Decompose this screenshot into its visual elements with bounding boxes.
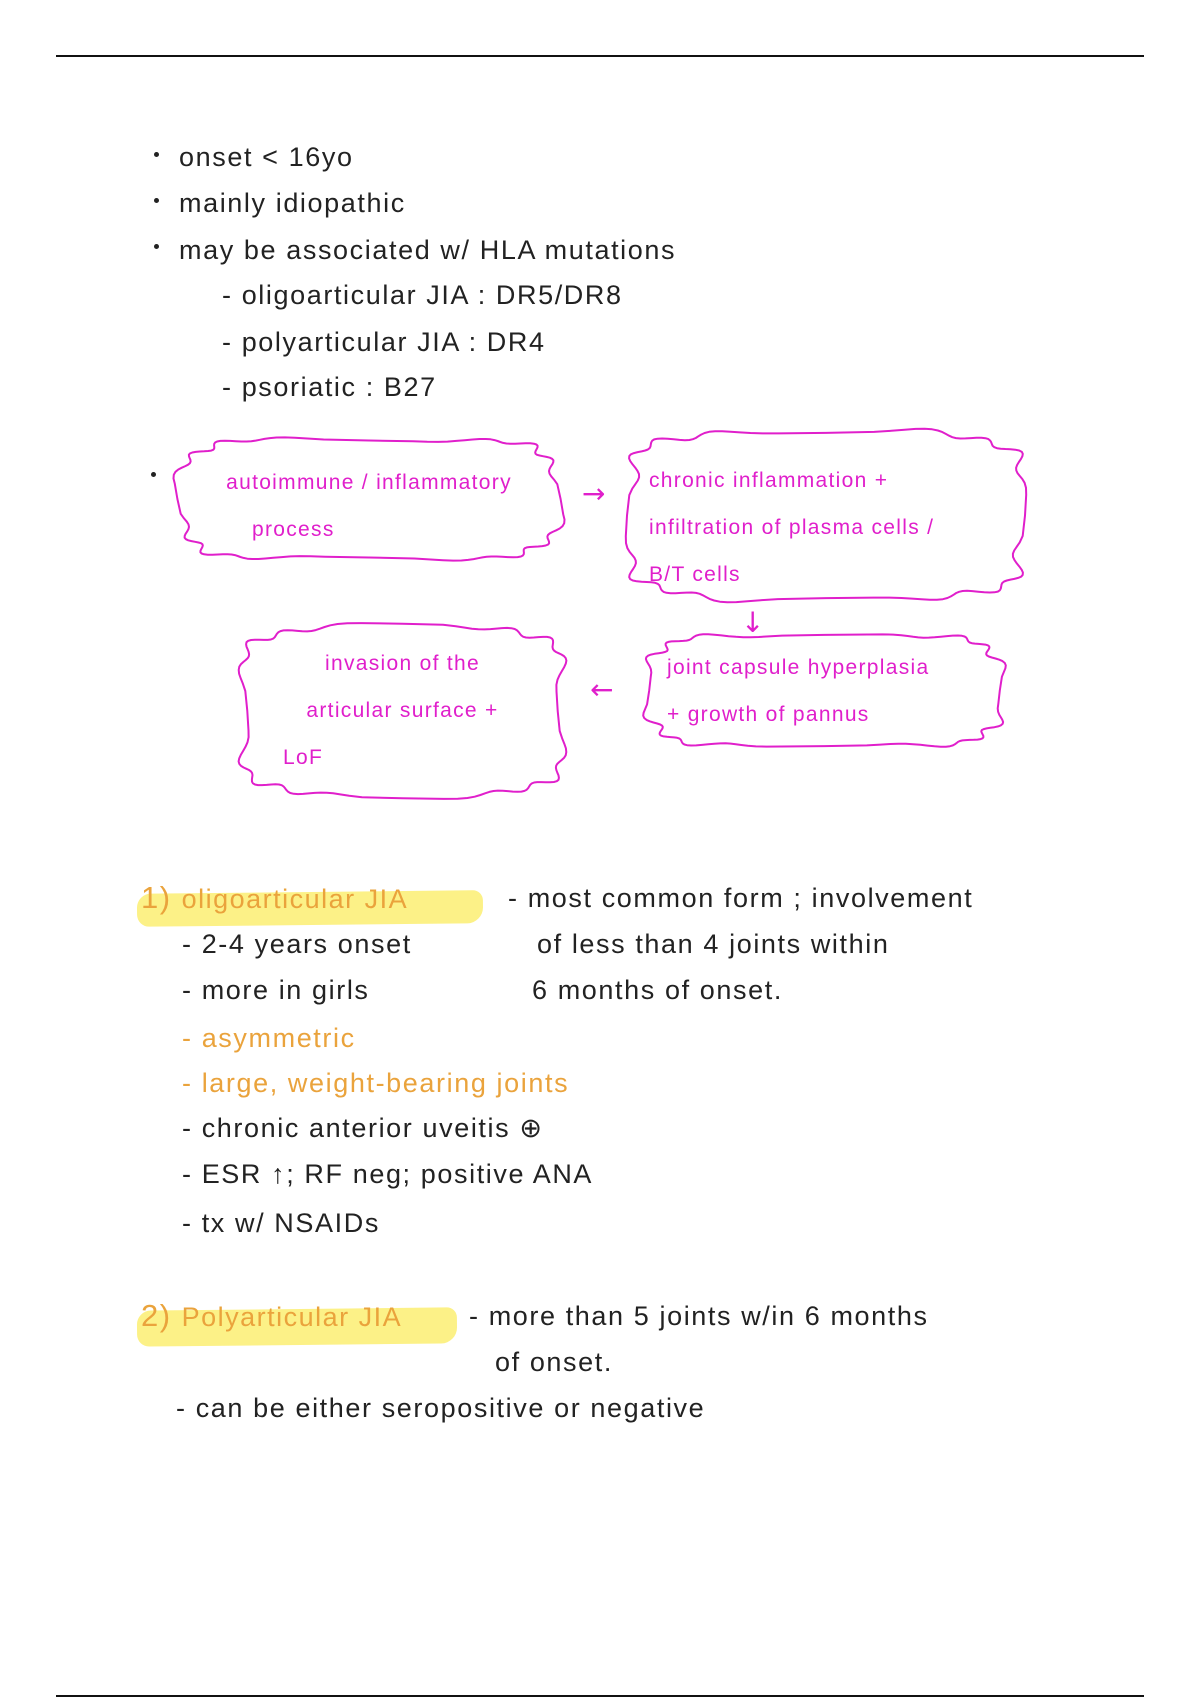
intro-bullet-onset: onset < 16yo bbox=[179, 142, 354, 172]
section-number: 1) bbox=[141, 880, 172, 915]
section-description-line: 6 months of onset. bbox=[532, 975, 783, 1005]
section-point: - ESR ↑; RF neg; positive ANA bbox=[182, 1159, 594, 1189]
pathogenesis-step-3 bbox=[649, 635, 1000, 746]
intro-bullet-hla: may be associated w/ HLA mutations bbox=[179, 235, 677, 265]
step-text-line: process bbox=[252, 518, 335, 541]
section-point: - asymmetric bbox=[182, 1023, 356, 1053]
pathogenesis-step-2 bbox=[629, 432, 1023, 599]
page-bottom-rule bbox=[56, 1695, 1144, 1697]
section-description-line: - most common form ; involvement bbox=[508, 883, 974, 913]
arrow-right-icon: → bbox=[582, 477, 606, 510]
hla-association-item: - psoriatic : B27 bbox=[222, 372, 437, 402]
intro-bullet-etiology: mainly idiopathic bbox=[179, 188, 406, 218]
section-point: - 2-4 years onset bbox=[182, 929, 412, 959]
arrow-down-icon: ↓ bbox=[741, 606, 765, 639]
bullet-dot bbox=[154, 198, 159, 203]
step-text-line: autoimmune / inflammatory bbox=[226, 471, 512, 494]
pathogenesis-step-1 bbox=[182, 439, 556, 559]
step-text-line: infiltration of plasma cells / bbox=[649, 516, 935, 539]
step-text-line: articular surface + bbox=[306, 699, 499, 722]
section-point: - chronic anterior uveitis ⊕ bbox=[182, 1113, 544, 1143]
section-point: - more in girls bbox=[182, 975, 370, 1005]
arrow-left-icon: ← bbox=[590, 673, 614, 706]
section-description-line: of onset. bbox=[495, 1347, 613, 1377]
section-number: 2) bbox=[141, 1298, 172, 1333]
section-heading-polyarticular bbox=[141, 1298, 403, 1333]
page-top-rule bbox=[56, 55, 1144, 57]
step-text-line: chronic inflammation + bbox=[649, 469, 889, 492]
section-point: - large, weight-bearing joints bbox=[182, 1068, 570, 1098]
bullet-dot bbox=[151, 472, 156, 477]
step-text-line: invasion of the bbox=[325, 652, 480, 675]
pathogenesis-step-4 bbox=[241, 627, 564, 795]
step-text-line: LoF bbox=[283, 746, 324, 769]
step-text-line: joint capsule hyperplasia bbox=[667, 656, 930, 679]
section-title: Polyarticular JIA bbox=[181, 1302, 403, 1332]
section-point: - can be either seropositive or negative bbox=[176, 1393, 706, 1423]
section-point: - tx w/ NSAIDs bbox=[182, 1208, 380, 1238]
section-description-line: of less than 4 joints within bbox=[537, 929, 890, 959]
step-text-line: + growth of pannus bbox=[667, 703, 870, 726]
bullet-dot bbox=[154, 244, 159, 249]
bullet-dot bbox=[154, 152, 159, 157]
section-heading-oligoarticular bbox=[141, 880, 409, 915]
step-text-line: B/T cells bbox=[649, 563, 741, 586]
section-description-line: - more than 5 joints w/in 6 months bbox=[469, 1301, 929, 1331]
hla-association-item: - oligoarticular JIA : DR5/DR8 bbox=[222, 280, 623, 310]
hla-association-item: - polyarticular JIA : DR4 bbox=[222, 327, 546, 357]
section-title: oligoarticular JIA bbox=[181, 884, 409, 914]
